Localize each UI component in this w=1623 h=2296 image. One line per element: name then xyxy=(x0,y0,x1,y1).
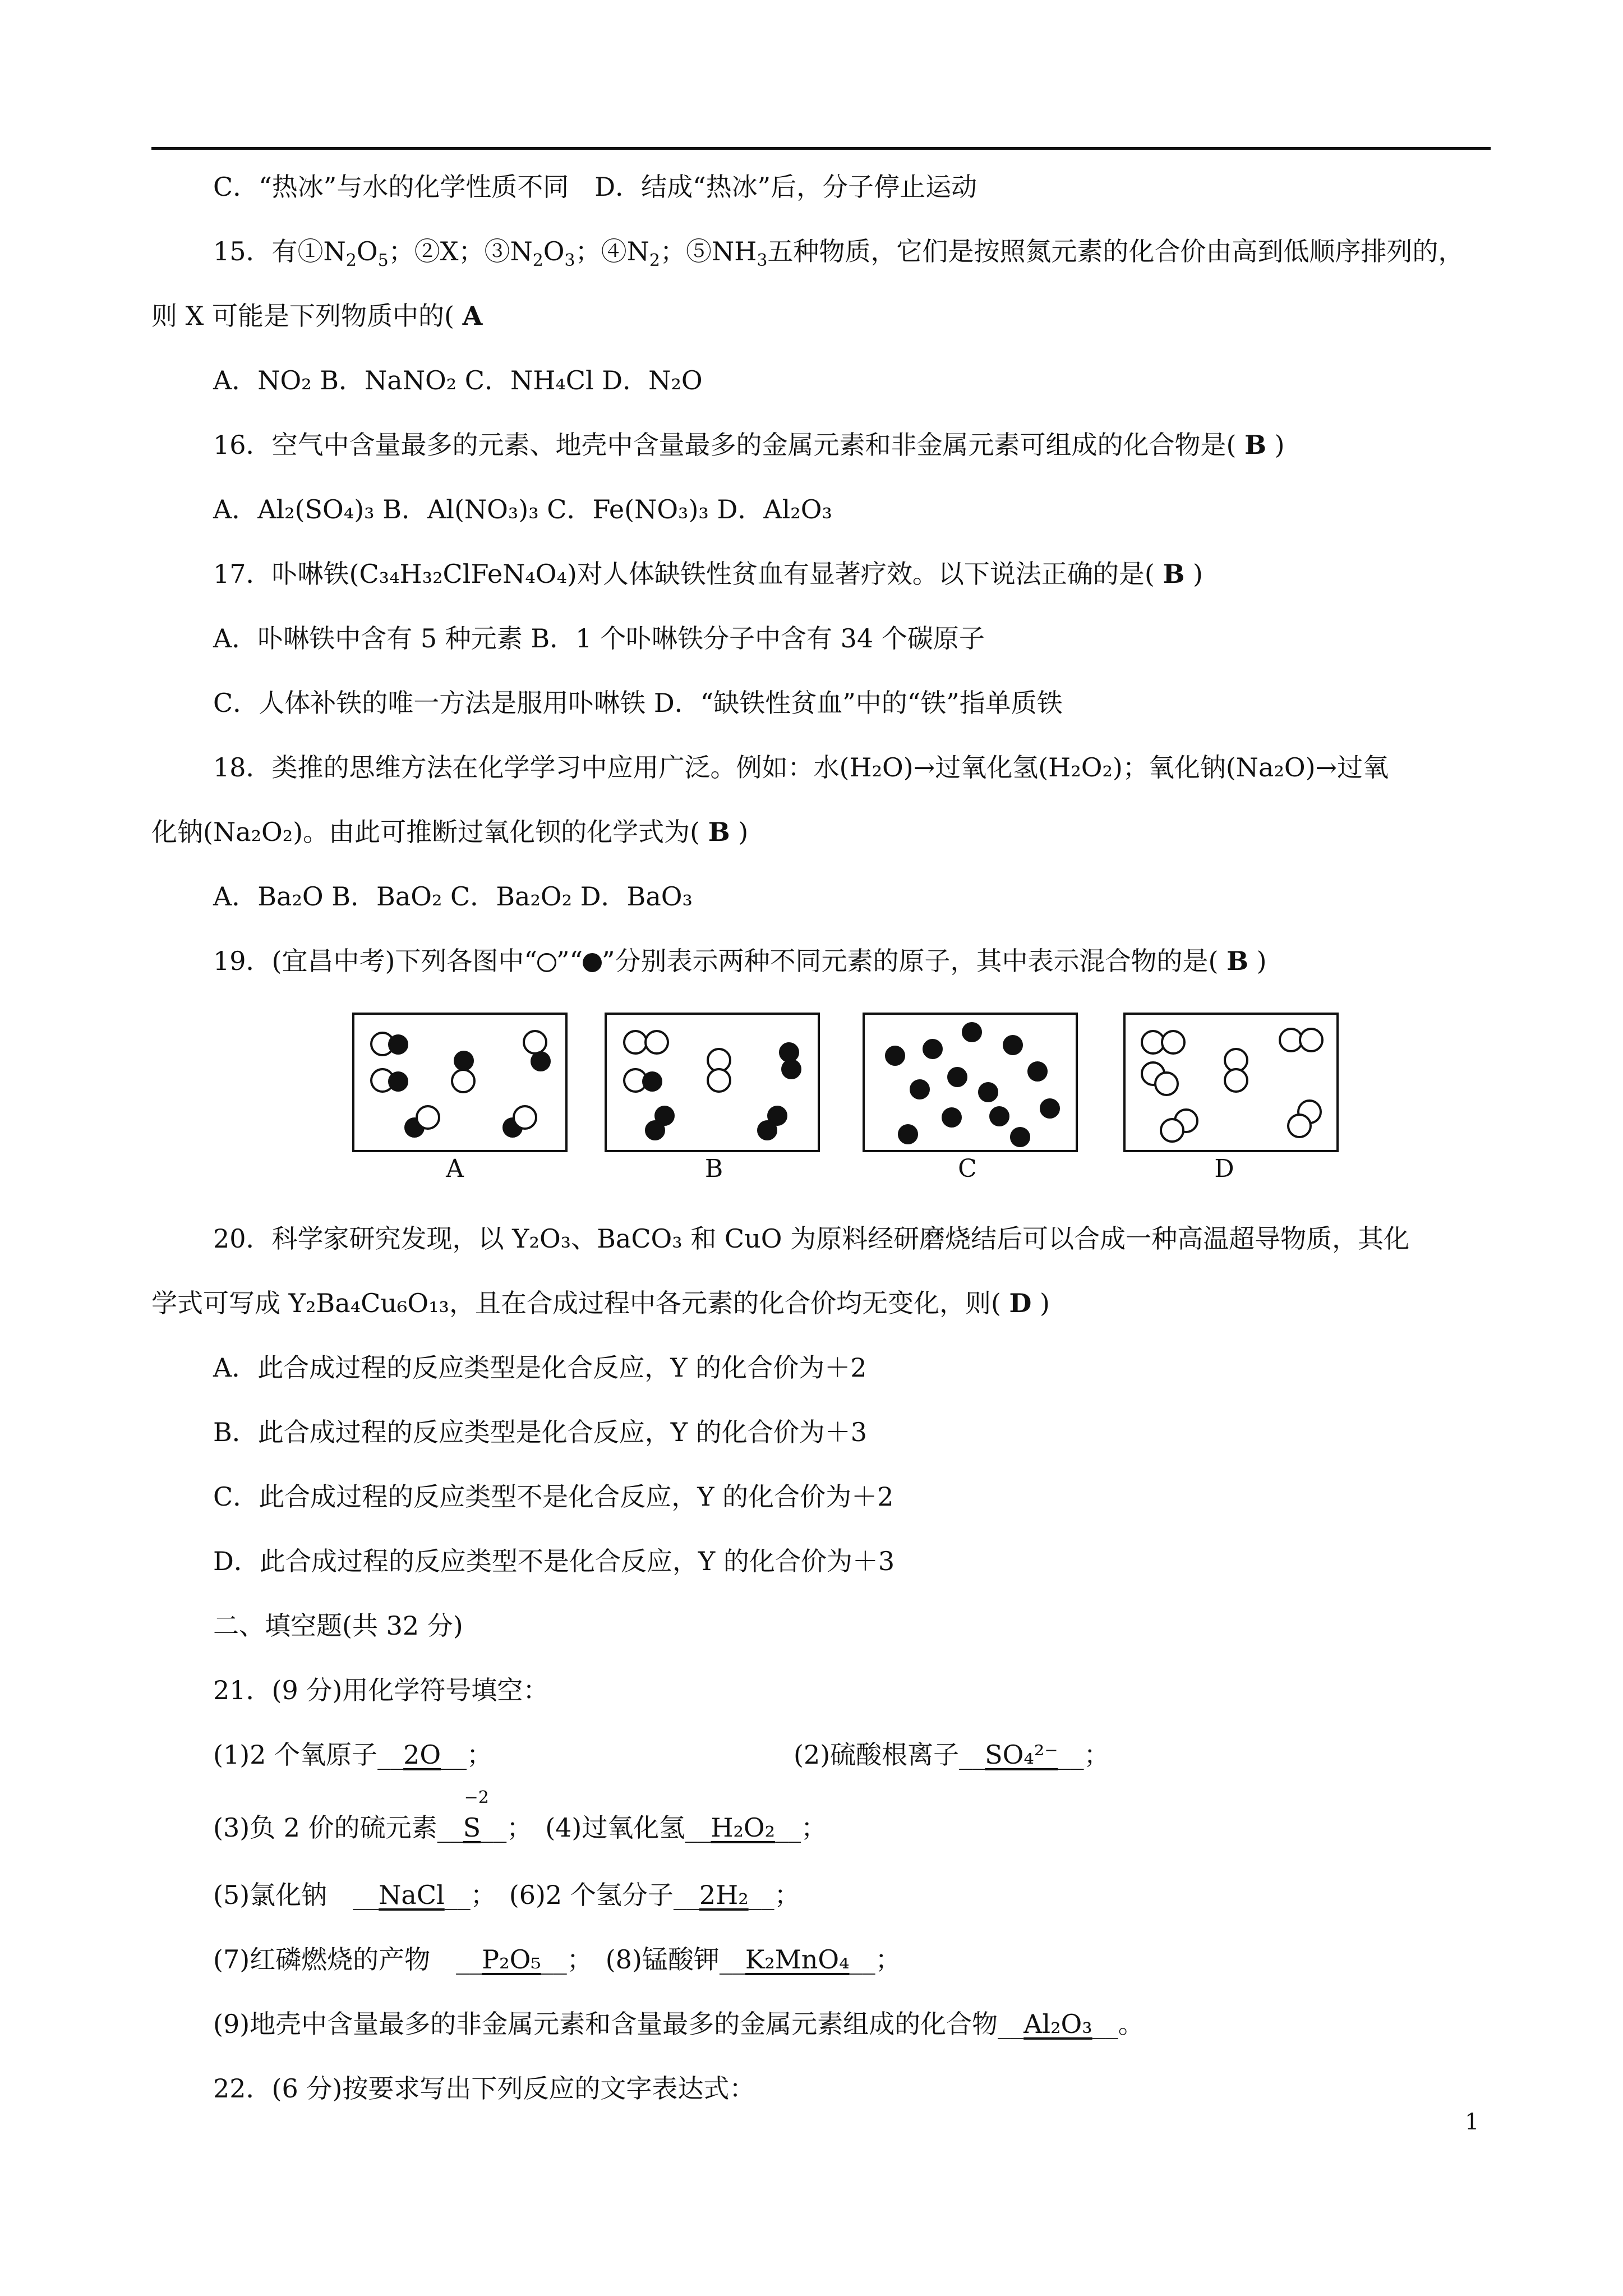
q21-answer-9: Al₂O₃ xyxy=(1023,2009,1092,2039)
q22-stem: 22．(6 分)按要求写出下列反应的文字表达式： xyxy=(213,2073,755,2104)
q21-part7-8: (7)红磷燃烧的产物 __P₂O₅__； (8)锰酸钾__K₂MnO₄__； xyxy=(213,1944,901,1975)
q18-stem: 18．类推的思维方法在化学学习中应用广泛。例如：水(H₂O)→过氧化氢(H₂O₂)；氧化钠(Na₂O)→过氧 xyxy=(213,752,1389,783)
q21-answer-3: −2 S xyxy=(463,1788,489,1843)
q20-option-d: D．此合成过程的反应类型不是化合反应，Y 的化合价为＋3 xyxy=(213,1546,895,1576)
q16-answer: B xyxy=(1244,430,1266,460)
q20-answer: D xyxy=(1009,1288,1032,1318)
q21-answer-6: 2H₂ xyxy=(699,1880,749,1910)
q21-part2: (2)硫酸根离子__SO₄²⁻__； xyxy=(794,1740,1110,1770)
q19-stem: 19．(宜昌中考)下列各图中“ ”“ ”分别表示两种不同元素的原子，其中表示混合物的是( B ) xyxy=(213,946,1267,976)
q21-answer-2: SO₄²⁻ xyxy=(985,1740,1058,1770)
section-heading: 二、填空题(共 32 分) xyxy=(213,1611,463,1641)
q16-options: A．Al₂(SO₄)₃ B．Al(NO₃)₃ C．Fe(NO₃)₃ D．Al₂O₃ xyxy=(213,494,832,524)
label-d: D xyxy=(1214,1154,1234,1179)
label-b: B xyxy=(704,1154,723,1179)
q17-stem: 17．卟啉铁(C₃₄H₃₂ClFeN₄O₄)对人体缺铁性贫血有显著疗效。以下说法正确的是( B ) xyxy=(213,559,1203,589)
q21-part9: (9)地壳中含量最多的非金属元素和含量最多的金属元素组成的化合物__Al₂O₃__。 xyxy=(213,2009,1144,2039)
q19-particle-diagram xyxy=(351,1011,1360,1179)
q14-options xyxy=(213,170,977,204)
q14-option-d: D．结成“热冰”后，分子停止运动 xyxy=(594,172,978,202)
q16-stem: 16．空气中含量最多的元素、地壳中含量最多的金属元素和非金属元素可组成的化合物是( B ) xyxy=(213,430,1285,460)
q21-part1: (1)2 个氧原子__2O__； xyxy=(213,1740,493,1770)
label-c: C xyxy=(958,1154,977,1179)
q18-answer: B xyxy=(708,817,730,847)
q21-answer-5: NaCl xyxy=(379,1880,445,1910)
page-number: 1 xyxy=(1465,2109,1479,2135)
q15-answer: A xyxy=(462,301,483,331)
hollow-atom-icon xyxy=(537,953,556,972)
q20-stem-line2: 学式可写成 Y₂Ba₄Cu₆O₁₃，且在合成过程中各元素的化合价均无变化，则( D ) xyxy=(151,1288,1050,1318)
q20-option-c: C．此合成过程的反应类型不是化合反应，Y 的化合价为＋2 xyxy=(213,1481,894,1512)
q21-answer-7: P₂O₅ xyxy=(482,1944,541,1975)
label-a: A xyxy=(446,1154,464,1179)
q17-answer: B xyxy=(1163,559,1185,589)
q18-options: A．Ba₂O B．BaO₂ C．Ba₂O₂ D．BaO₃ xyxy=(213,881,693,912)
q17-options-cd: C．人体补铁的唯一方法是服用卟啉铁 D．“缺铁性贫血”中的“铁”指单质铁 xyxy=(213,688,1063,718)
q20-stem: 20．科学家研究发现，以 Y₂O₃、BaCO₃ 和 CuO 为原料经研磨烧结后可以合成一种高温超导物质，其化 xyxy=(213,1223,1410,1254)
q15-stem-line2: 则 X 可能是下列物质中的( A xyxy=(151,301,483,331)
q21-part3-4: (3)负 2 价的硫元素__ −2 S__； (4)过氧化氢__H₂O₂__； xyxy=(213,1811,827,1844)
q21-answer-4: H₂O₂ xyxy=(711,1812,776,1843)
q21-part5-6: (5)氯化钠 __NaCl__； (6)2 个氢分子__2H₂__； xyxy=(213,1880,800,1910)
q14-option-c: C．“热冰”与水的化学性质不同 xyxy=(213,172,569,202)
solid-atom-icon xyxy=(583,953,602,972)
q17-options-ab: A．卟啉铁中含有 5 种元素 B．1 个卟啉铁分子中含有 34 个碳原子 xyxy=(213,623,985,654)
header-rule xyxy=(151,147,1491,150)
q21-answer-1: 2O xyxy=(403,1740,441,1770)
q18-stem-line2: 化钠(Na₂O₂)。由此可推断过氧化钡的化学式为( B ) xyxy=(151,817,749,847)
q21-stem: 21．(9 分)用化学符号填空： xyxy=(213,1675,549,1705)
q15-options: A．NO₂ B．NaNO₂ C．NH₄Cl D．N₂O xyxy=(213,365,703,395)
q21-answer-8: K₂MnO₄ xyxy=(745,1944,850,1975)
q19-answer: B xyxy=(1227,946,1248,976)
q20-option-b: B．此合成过程的反应类型是化合反应，Y 的化合价为＋3 xyxy=(213,1417,868,1447)
q20-option-a: A．此合成过程的反应类型是化合反应，Y 的化合价为＋2 xyxy=(213,1352,867,1383)
q15-stem: 15．有$①N_2O_5$；②X；$③N_2O_3$；$④N_2$；$⑤NH_3$五种物质，它们是按照氮元素的化合价由高到低顺序排列的， xyxy=(213,236,1464,270)
